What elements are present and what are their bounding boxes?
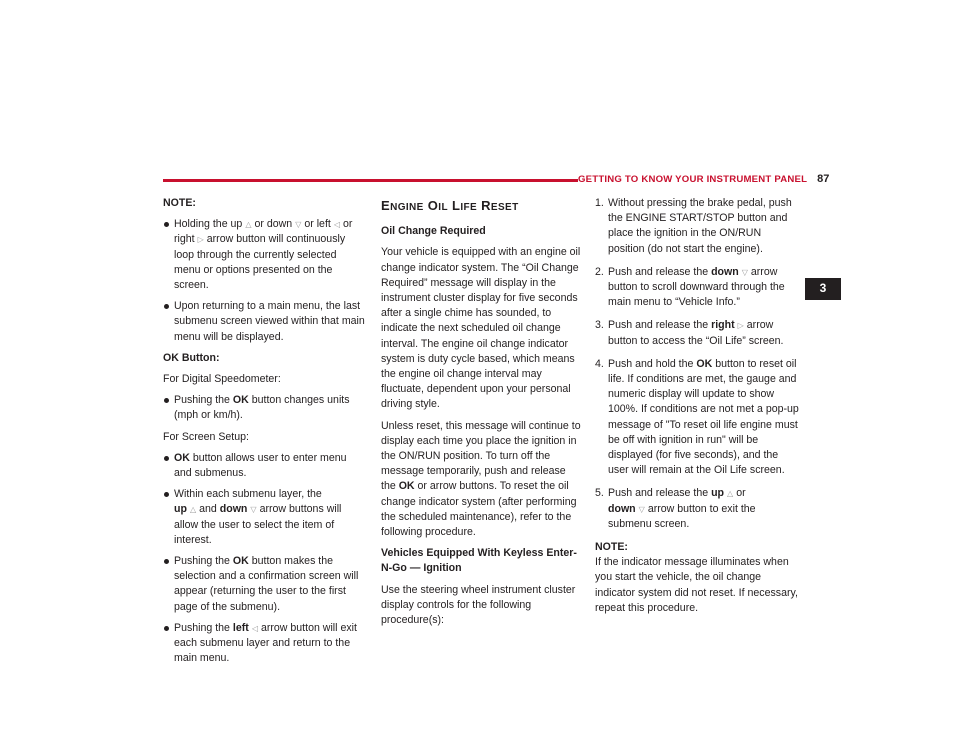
list-item: Holding the up △ or down ▽ or left ◁ or right ▷ arrow button will continuously loop through the currently selected menu or options presented on the screen. [163, 217, 365, 293]
list-item: Upon returning to a main menu, the last submenu screen viewed within that main menu will be displayed. [163, 299, 365, 345]
down-arrow-icon: ▽ [295, 220, 302, 230]
procedure-steps [595, 196, 800, 532]
down-arrow-icon: ▽ [741, 267, 748, 277]
left-arrow-icon: ◁ [333, 220, 340, 230]
note-label: NOTE: [163, 197, 196, 209]
screen-setup-label: For Screen Setup: [163, 430, 249, 443]
subheading-oil-change: Oil Change Required [381, 225, 486, 238]
list-item: 2. Push and release the down ▽ arrow button to scroll downward through the main menu to “Vehicle Info.” [595, 265, 785, 309]
list-item: 5. Push and release the up △ or down ▽ arrow button to exit the submenu screen. [595, 487, 756, 530]
list-item: 1. Without pressing the brake pedal, push the ENGINE START/STOP button and place the ignition in the ON/RUN position (do not start the engine). [595, 197, 792, 255]
right-arrow-icon: ▷ [197, 235, 204, 245]
list-item: Pushing the left ◁ arrow button will exit each submenu layer and return to the main menu. [163, 621, 365, 667]
list-item: 3. Push and release the right ▷ arrow button to access the “Oil Life” screen. [595, 319, 784, 347]
down-arrow-icon: ▽ [250, 505, 257, 515]
chapter-tab[interactable]: 3 [805, 278, 841, 300]
up-arrow-icon: △ [245, 220, 252, 230]
list-item: Pushing the OK button makes the selection and a confirmation screen will appear (returning the user to the first page of the submenu). [163, 554, 365, 615]
list-item: Within each submenu layer, the up △ and down ▽ arrow buttons will allow the user to select the item of interest. [163, 487, 365, 548]
paragraph: Your vehicle is equipped with an engine oil change indicator system. The “Oil Change Required” message will display in the instrument cluster display for five seconds after a single chime has sounded, to indicate the next scheduled oil change interval. The engine oil change indicator system is duty cycle based, which means the engine oil change interval may fluctuate, dependent upon your personal driving style. [381, 246, 581, 411]
page-number: 87 [817, 173, 830, 185]
note-bullets [163, 217, 365, 345]
column-right [595, 196, 800, 616]
list-item: Pushing the OK button changes units (mph or km/h). [163, 393, 365, 423]
up-arrow-icon: △ [189, 505, 197, 515]
ok-button-heading: OK Button: [163, 351, 220, 364]
up-arrow-icon: △ [727, 489, 734, 499]
paragraph: Unless reset, this message will continue to display each time you place the ignition in the ON/RUN position. To turn off the message temporarily, push and release the OK or arrow buttons. To reset the oil change indicator system (after performing the scheduled maintenance), refer to the following procedure. [381, 419, 581, 539]
section-title: GETTING TO KNOW YOUR INSTRUMENT PANEL [578, 174, 808, 185]
list-item: 4. Push and hold the OK button to reset oil life. If conditions are met, the gauge and numeric display will update to show 100%. If conditions are not met a pop-up message of "To reset oil life engine must be off with ignition in run" will be displayed (for five seconds), and the user will remain at the Oil Life screen. [595, 357, 799, 477]
note-text: If the indicator message illuminates when you start the vehicle, the oil change indicator system did not reset. If necessary, repeat this procedure. [595, 556, 798, 614]
list-item: OK button allows user to enter menu and submenus. [163, 451, 365, 481]
header-rule [163, 179, 578, 182]
digital-speedometer-label: For Digital Speedometer: [163, 373, 281, 386]
column-middle [381, 196, 581, 634]
down-arrow-icon: ▽ [638, 504, 645, 514]
section-heading: ENGINE OIL LIFE RESET [381, 198, 519, 213]
paragraph: Use the steering wheel instrument cluster display controls for the following procedure(s): [381, 583, 576, 627]
subheading-keyless: Vehicles Equipped With Keyless Enter-N-Go — Ignition [381, 547, 577, 575]
column-left [163, 196, 365, 672]
right-arrow-icon: ▷ [737, 321, 744, 331]
note-label: NOTE: [595, 541, 628, 554]
page-header [578, 172, 829, 187]
left-arrow-icon: ◁ [251, 623, 258, 633]
